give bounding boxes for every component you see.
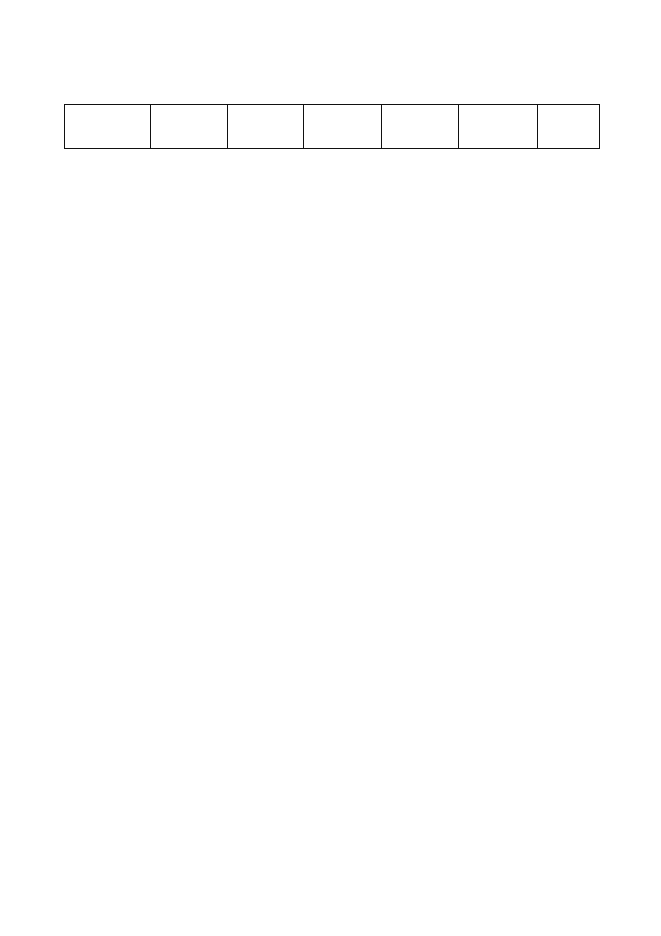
col-L: [459, 105, 538, 149]
col-D: [382, 105, 459, 149]
table-header-row: [65, 105, 600, 149]
col-version: [228, 105, 304, 149]
coupling-table: [64, 104, 600, 149]
col-torque: [65, 105, 151, 149]
col-d: [304, 105, 382, 149]
col-type: [151, 105, 228, 149]
col-mass: [538, 105, 600, 149]
